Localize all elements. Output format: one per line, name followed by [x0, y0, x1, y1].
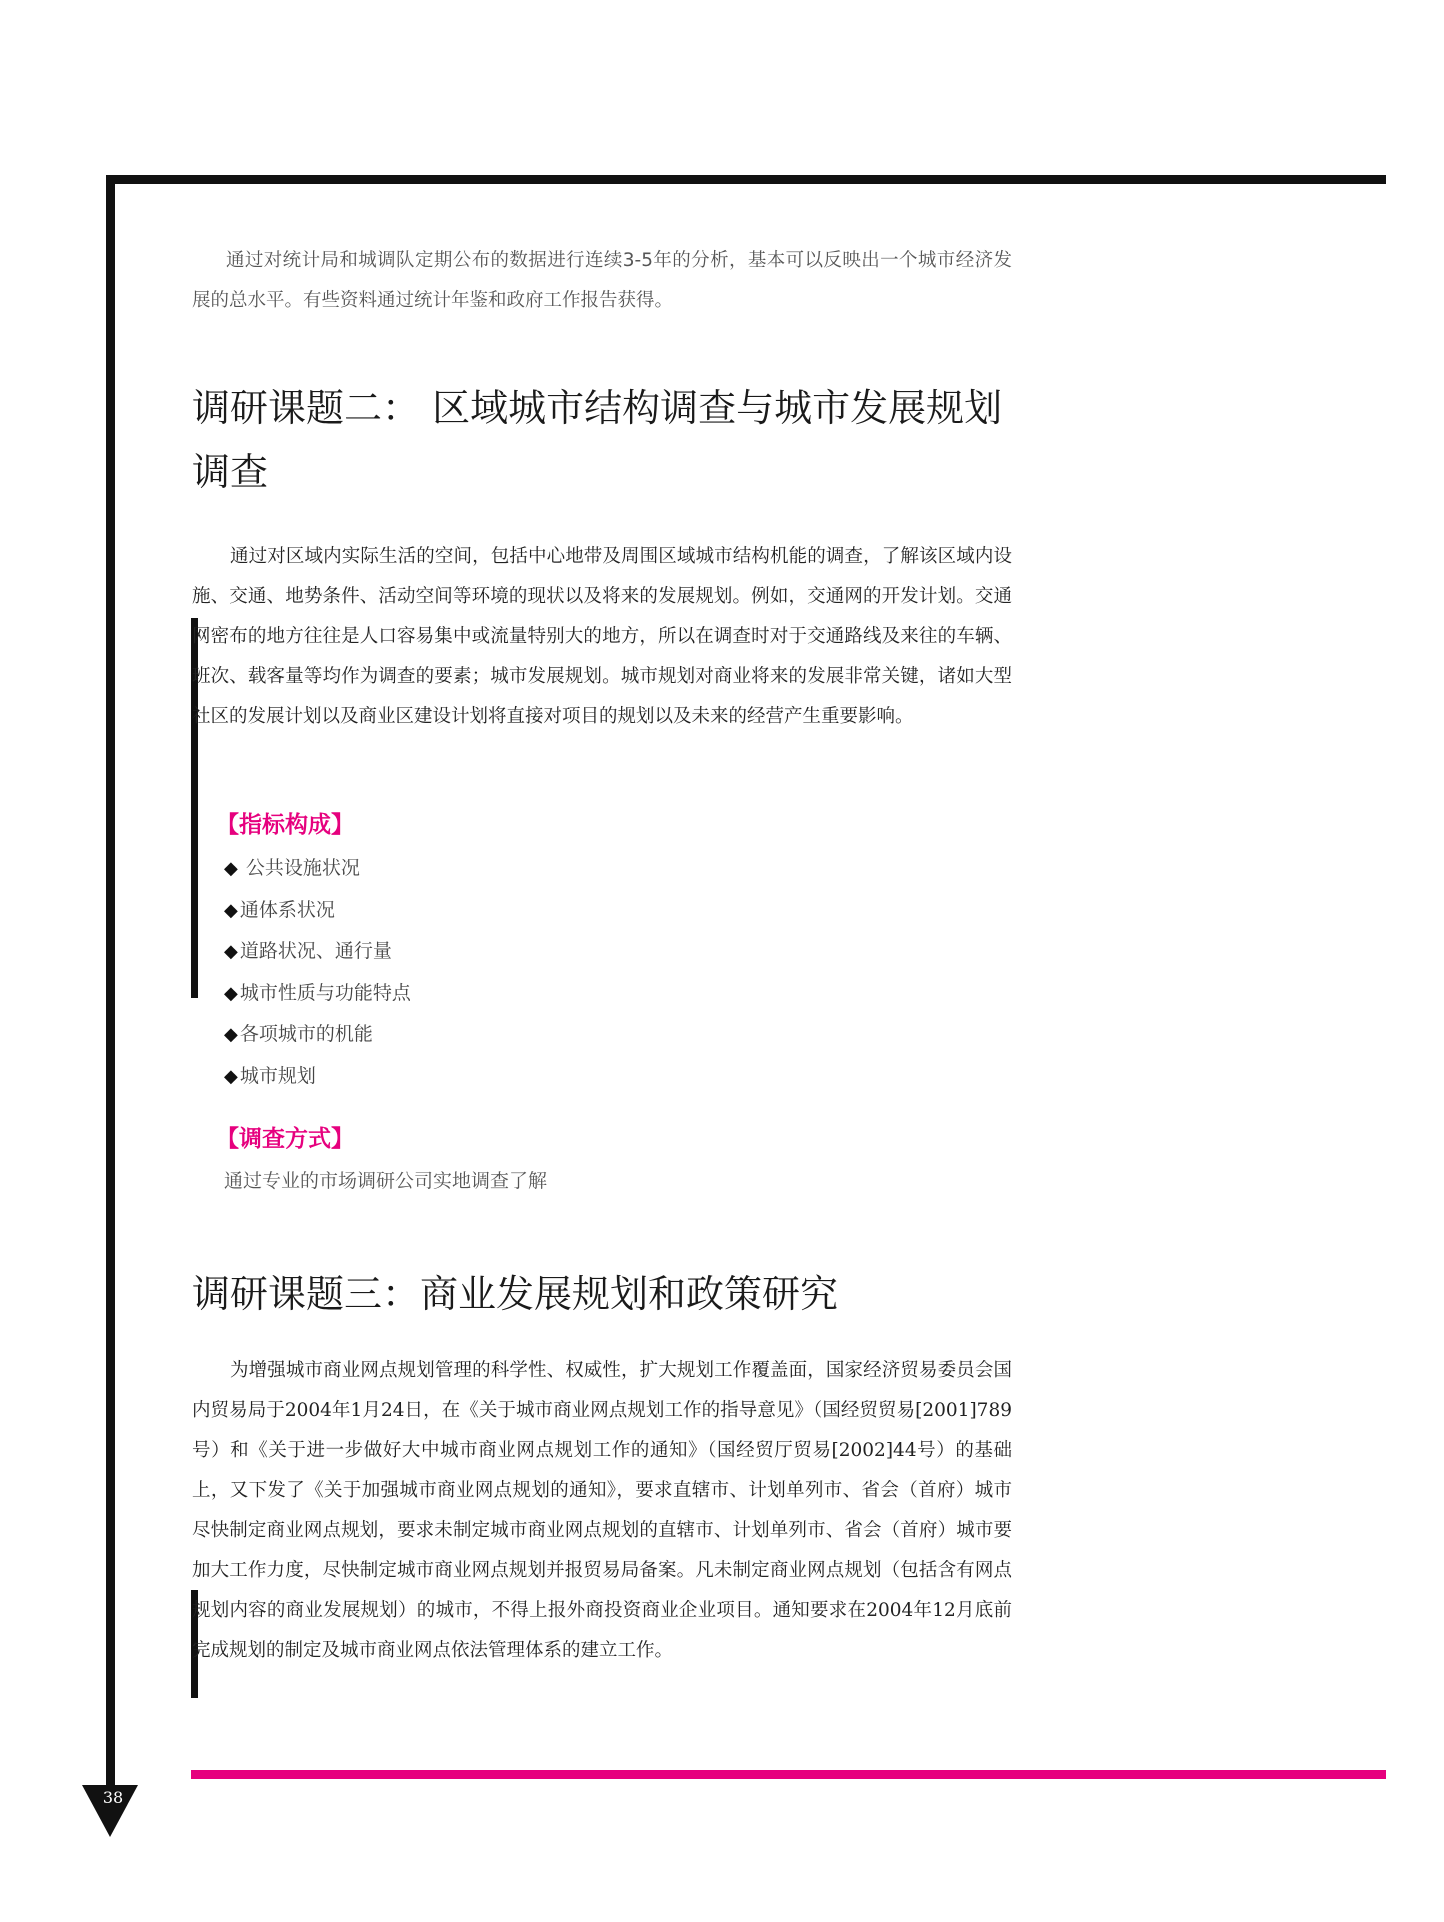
indicators-list — [224, 848, 411, 1097]
diamond-bullet-icon: ◆ — [224, 1024, 238, 1045]
list-item: ◆ 城市规划 — [224, 1064, 316, 1087]
diamond-bullet-icon: ◆ — [224, 899, 238, 921]
list-item: ◆ 通体系状况 — [224, 898, 335, 921]
method-heading: 【调查方式】 — [216, 1126, 354, 1152]
diamond-bullet-icon: ◆ — [224, 941, 238, 962]
list-item: ◆ 公共设施状况 — [224, 857, 360, 879]
list-item: ◆ 城市性质与功能特点 — [224, 981, 411, 1004]
top-rule — [106, 175, 1386, 184]
section-2-title: 调研课题二： 区域城市结构调查与城市发展规划调查 — [192, 386, 1003, 494]
indicators-heading: 【指标构成】 — [216, 812, 354, 838]
page-number: 38 — [102, 1788, 124, 1807]
left-rule — [106, 175, 115, 1790]
intro-paragraph: 通过对统计局和城调队定期公布的数据进行连续3-5年的分析，基本可以反映出一个城市经济发展的总水平。有些资料通过统计年鉴和政府工作报告获得。 — [192, 250, 1012, 311]
diamond-bullet-icon: ◆ — [224, 1065, 238, 1087]
section-2-paragraph: 通过对区域内实际生活的空间，包括中心地带及周围区域城市结构机能的调查，了解该区域内设施、交通、地势条件、活动空间等环境的现状以及将来的发展规划。例如，交通网的开发计划。交通网密布的地方往往是人口容易集中或流量特别大的地方，所以在调查时对于交通路线及来往的车辆、班次、载客量等均作为调查的要素；城市发展规划。城市规划对商业将来的发展非常关键，诸如大型社区的发展计划以及商业区建设计划将直接对项目的规划以及未来的经营产生重要影响。 — [192, 546, 1012, 727]
diamond-bullet-icon: ◆ — [224, 982, 238, 1004]
diamond-bullet-icon: ◆ — [224, 858, 238, 879]
method-text: 通过专业的市场调研公司实地调查了解 — [224, 1170, 548, 1192]
section-3-paragraph: 为增强城市商业网点规划管理的科学性、权威性，扩大规划工作覆盖面，国家经济贸易委员会国内贸易局于2004年1月24日，在《关于城市商业网点规划工作的指导意见》（国经贸贸易[2001]789号）和《关于进一步做好大中城市商业网点规划工作的通知》（国经贸厅贸易[2002]44号）的基础上，又下发了《关于加强城市商业网点规划的通知》，要求直辖市、计划单列市、省会（首府）城市尽快制定商业网点规划，要求未制定城市商业网点规划的直辖市、计划单列市、省会（首府）城市要加大工作力度，尽快制定城市商业网点规划并报贸易局备案。凡未制定商业网点规划（包括含有网点规划内容的商业发展规划）的城市，不得上报外商投资商业企业项目。通知要求在2004年12月底前完成规划的制定及城市商业网点依法管理体系的建立工作。 — [192, 1360, 1012, 1661]
list-item: ◆ 各项城市的机能 — [224, 1023, 373, 1045]
list-item: ◆ 道路状况、通行量 — [224, 940, 392, 962]
bottom-accent-rule — [191, 1770, 1386, 1779]
section-3-title: 调研课题三：商业发展规划和政策研究 — [192, 1272, 839, 1316]
